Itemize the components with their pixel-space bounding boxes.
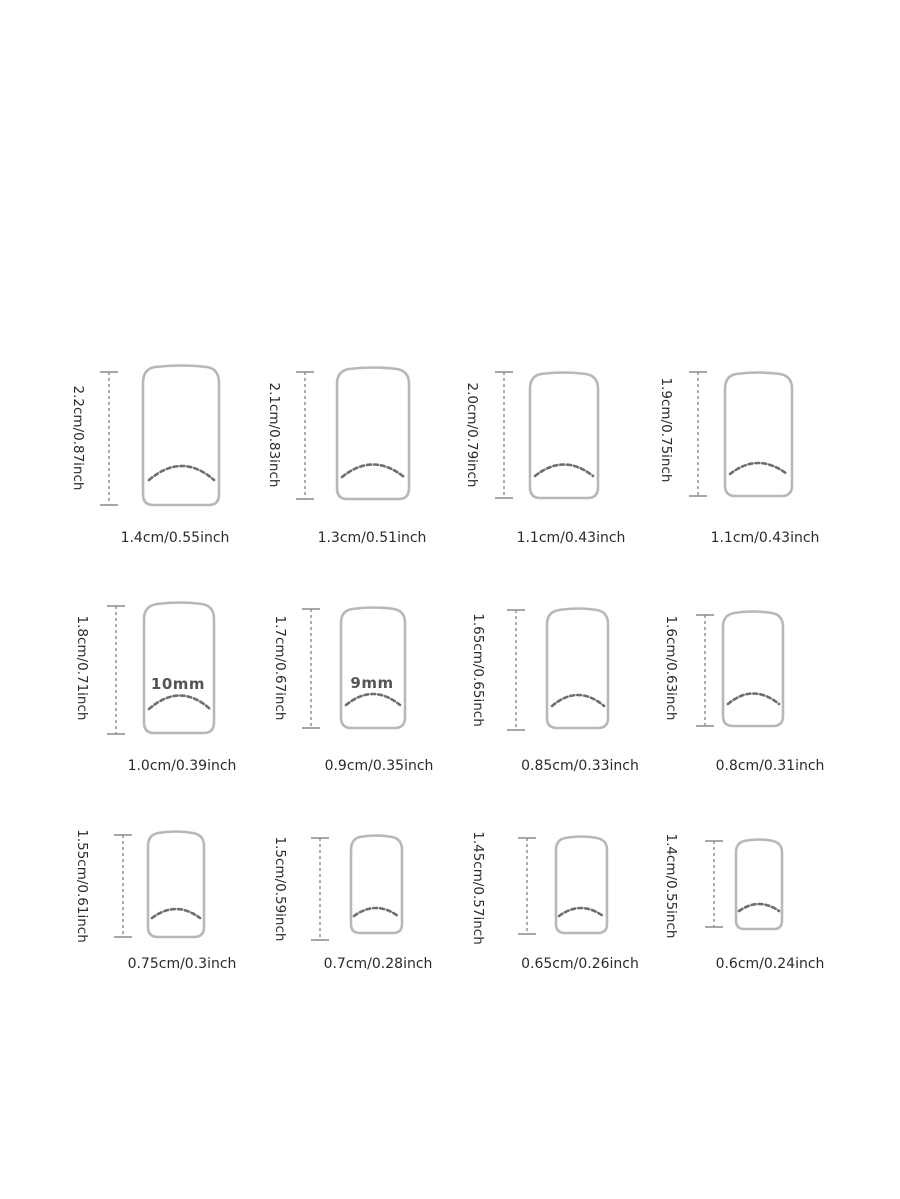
nail-shape (143, 366, 219, 506)
width-label: 0.8cm/0.31inch (715, 758, 825, 774)
width-label: 0.7cm/0.28inch (323, 956, 433, 972)
height-label: 1.9cm/0.75inch (658, 377, 674, 483)
height-label: 2.0cm/0.79inch (464, 382, 480, 488)
height-ruler (107, 606, 125, 734)
nail-shape (337, 368, 409, 500)
width-label: 0.75cm/0.3inch (127, 956, 237, 972)
tip-width-label: 9mm (350, 674, 394, 692)
nail-size-8 (663, 612, 824, 775)
width-label: 0.6cm/0.24inch (715, 956, 825, 972)
height-ruler (696, 615, 714, 726)
width-label: 0.9cm/0.35inch (324, 758, 434, 774)
nail-shape (725, 373, 792, 497)
height-ruler (114, 835, 132, 937)
height-label: 1.8cm/0.71inch (74, 615, 90, 721)
width-label: 1.4cm/0.55inch (120, 530, 230, 546)
height-ruler (311, 838, 329, 940)
nail-size-2 (266, 368, 426, 547)
height-ruler (689, 372, 707, 496)
nail-shape (530, 373, 598, 499)
height-label: 1.5cm/0.59inch (272, 836, 288, 942)
width-label: 0.65cm/0.26inch (521, 956, 639, 972)
nail-shape (723, 612, 783, 727)
height-label: 1.55cm/0.61inch (74, 829, 90, 943)
height-label: 1.7cm/0.67inch (272, 615, 288, 721)
height-ruler (296, 372, 314, 499)
nail-shape (547, 609, 608, 729)
nail-size-4 (658, 372, 819, 546)
height-label: 1.4cm/0.55inch (663, 833, 679, 939)
width-label: 1.1cm/0.43inch (516, 530, 626, 546)
nail-size-6 (272, 608, 433, 775)
nail-size-12 (663, 834, 824, 972)
nail-shape (736, 840, 782, 930)
height-label: 1.6cm/0.63inch (663, 615, 679, 721)
nail-size-1 (70, 366, 229, 547)
nail-shape (351, 836, 402, 934)
nail-shape (341, 608, 405, 729)
height-ruler (302, 609, 320, 728)
width-label: 1.3cm/0.51inch (317, 530, 427, 546)
tip-width-label: 10mm (150, 675, 206, 693)
nail-size-9 (74, 829, 236, 972)
height-label: 2.1cm/0.83inch (266, 382, 282, 488)
width-label: 0.85cm/0.33inch (521, 758, 639, 774)
height-ruler (495, 372, 513, 498)
width-label: 1.0cm/0.39inch (127, 758, 237, 774)
height-ruler (100, 372, 118, 505)
nail-size-3 (464, 372, 625, 546)
nail-shape (144, 603, 214, 734)
height-ruler (518, 838, 536, 934)
height-ruler (507, 610, 525, 730)
nail-size-7 (470, 609, 639, 775)
height-label: 1.45cm/0.57inch (470, 831, 486, 945)
height-ruler (705, 841, 723, 927)
nail-shape (148, 832, 204, 938)
nail-shape (556, 837, 607, 934)
nail-size-5 (74, 603, 236, 775)
height-label: 1.65cm/0.65inch (470, 613, 486, 727)
width-label: 1.1cm/0.43inch (710, 530, 820, 546)
height-label: 2.2cm/0.87inch (70, 385, 86, 491)
nail-size-10 (272, 836, 432, 973)
nail-size-11 (470, 831, 639, 972)
